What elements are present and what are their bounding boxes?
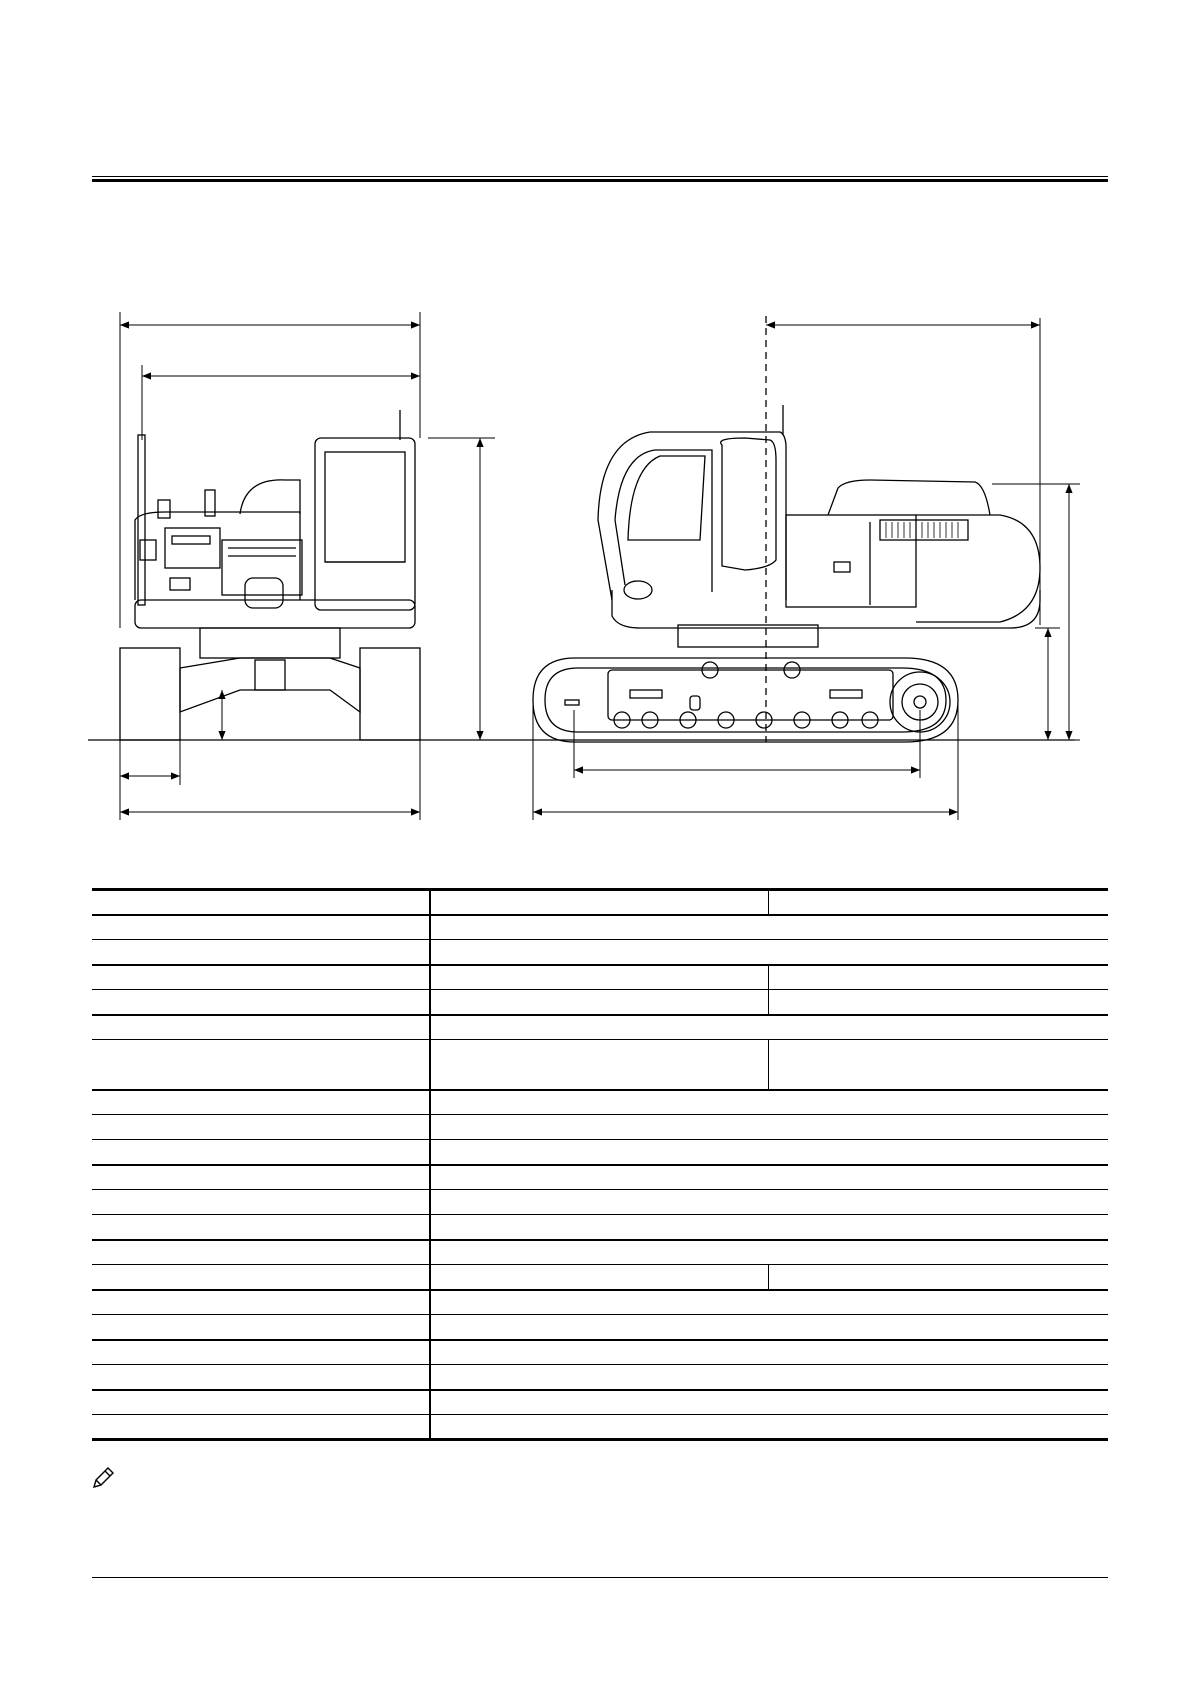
spec-label-cell: [92, 940, 430, 965]
spec-value-cell: [430, 940, 1108, 965]
table-row: [92, 1290, 1108, 1315]
table-row: [92, 1365, 1108, 1390]
table-row: [92, 1090, 1108, 1115]
spec-value-a-cell: [430, 1040, 768, 1090]
spec-label-cell: [92, 1415, 430, 1440]
side-cab: [598, 432, 786, 600]
spec-value-cell: [430, 1415, 1108, 1440]
front-right-crawler: [360, 648, 420, 740]
spec-label-cell: [92, 1315, 430, 1340]
spec-value-a-cell: [430, 1265, 768, 1290]
front-view-dimensions: [120, 312, 495, 820]
spec-label-cell: [92, 1165, 430, 1190]
front-upper-base: [135, 600, 415, 628]
spec-value-b-cell: [768, 890, 1108, 915]
spec-value-cell: [430, 915, 1108, 940]
spec-label-cell: [92, 965, 430, 990]
front-cab: [315, 438, 415, 610]
table-row: [92, 915, 1108, 940]
spec-value-cell: [430, 1015, 1108, 1040]
spec-value-cell: [430, 1190, 1108, 1215]
spec-value-cell: [430, 1115, 1108, 1140]
spec-value-cell: [430, 1315, 1108, 1340]
spec-label-cell: [92, 1290, 430, 1315]
spec-label-cell: [92, 890, 430, 915]
front-left-crawler: [120, 648, 180, 740]
spec-label-cell: [92, 1115, 430, 1140]
table-row: [92, 1415, 1108, 1440]
table-row: [92, 1215, 1108, 1240]
specification-table: [92, 888, 1108, 1441]
spec-label-cell: [92, 1365, 430, 1390]
spec-value-a-cell: [430, 990, 768, 1015]
spec-value-b-cell: [768, 990, 1108, 1015]
spec-value-cell: [430, 1290, 1108, 1315]
table-row: [92, 1340, 1108, 1365]
spec-label-cell: [92, 990, 430, 1015]
table-row: [92, 1140, 1108, 1165]
note-text: [124, 1467, 1104, 1527]
table-row: [92, 1265, 1108, 1290]
spec-value-b-cell: [768, 965, 1108, 990]
table-row: [92, 940, 1108, 965]
spec-label-cell: [92, 1040, 430, 1090]
spec-value-cell: [430, 1215, 1108, 1240]
spec-label-cell: [92, 1265, 430, 1290]
spec-label-cell: [92, 1340, 430, 1365]
spec-value-cell: [430, 1165, 1108, 1190]
table-row: [92, 1165, 1108, 1190]
spec-label-cell: [92, 915, 430, 940]
spec-label-cell: [92, 1215, 430, 1240]
table-row: [92, 1015, 1108, 1040]
side-engine-hood: [786, 515, 916, 607]
side-cab-window: [628, 456, 705, 540]
table-row: [92, 965, 1108, 990]
spec-label-cell: [92, 1390, 430, 1415]
side-view-dimensions: [533, 318, 1080, 820]
spec-value-a-cell: [430, 890, 768, 915]
side-view: [533, 405, 1040, 742]
spec-value-cell: [430, 1365, 1108, 1390]
spec-label-cell: [92, 1190, 430, 1215]
spec-value-cell: [430, 1340, 1108, 1365]
side-grill: [880, 520, 968, 540]
front-radiator: [165, 528, 220, 568]
front-center-frame: [255, 660, 285, 690]
spec-label-cell: [92, 1240, 430, 1265]
pencil-note-icon: [90, 1465, 116, 1491]
spec-value-a-cell: [430, 965, 768, 990]
footer-rule: [92, 1577, 1108, 1578]
spec-label-cell: [92, 1090, 430, 1115]
front-carbody: [180, 658, 360, 712]
spec-label-cell: [92, 1140, 430, 1165]
spec-label-cell: [92, 1015, 430, 1040]
table-row: [92, 990, 1108, 1015]
table-row: [92, 1190, 1108, 1215]
front-exhaust-pipe: [138, 435, 145, 605]
table-row: [92, 1315, 1108, 1340]
table-row: [92, 890, 1108, 915]
spec-value-cell: [430, 1390, 1108, 1415]
table-row: [92, 1040, 1108, 1090]
table-row: [92, 1390, 1108, 1415]
spec-value-cell: [430, 1090, 1108, 1115]
front-view: [120, 410, 420, 740]
front-cab-window: [325, 452, 405, 562]
spec-value-b-cell: [768, 1265, 1108, 1290]
table-row: [92, 1115, 1108, 1140]
front-turntable: [200, 628, 340, 658]
spec-value-b-cell: [768, 1040, 1108, 1090]
table-row: [92, 1240, 1108, 1265]
spec-value-cell: [430, 1240, 1108, 1265]
spec-value-cell: [430, 1140, 1108, 1165]
